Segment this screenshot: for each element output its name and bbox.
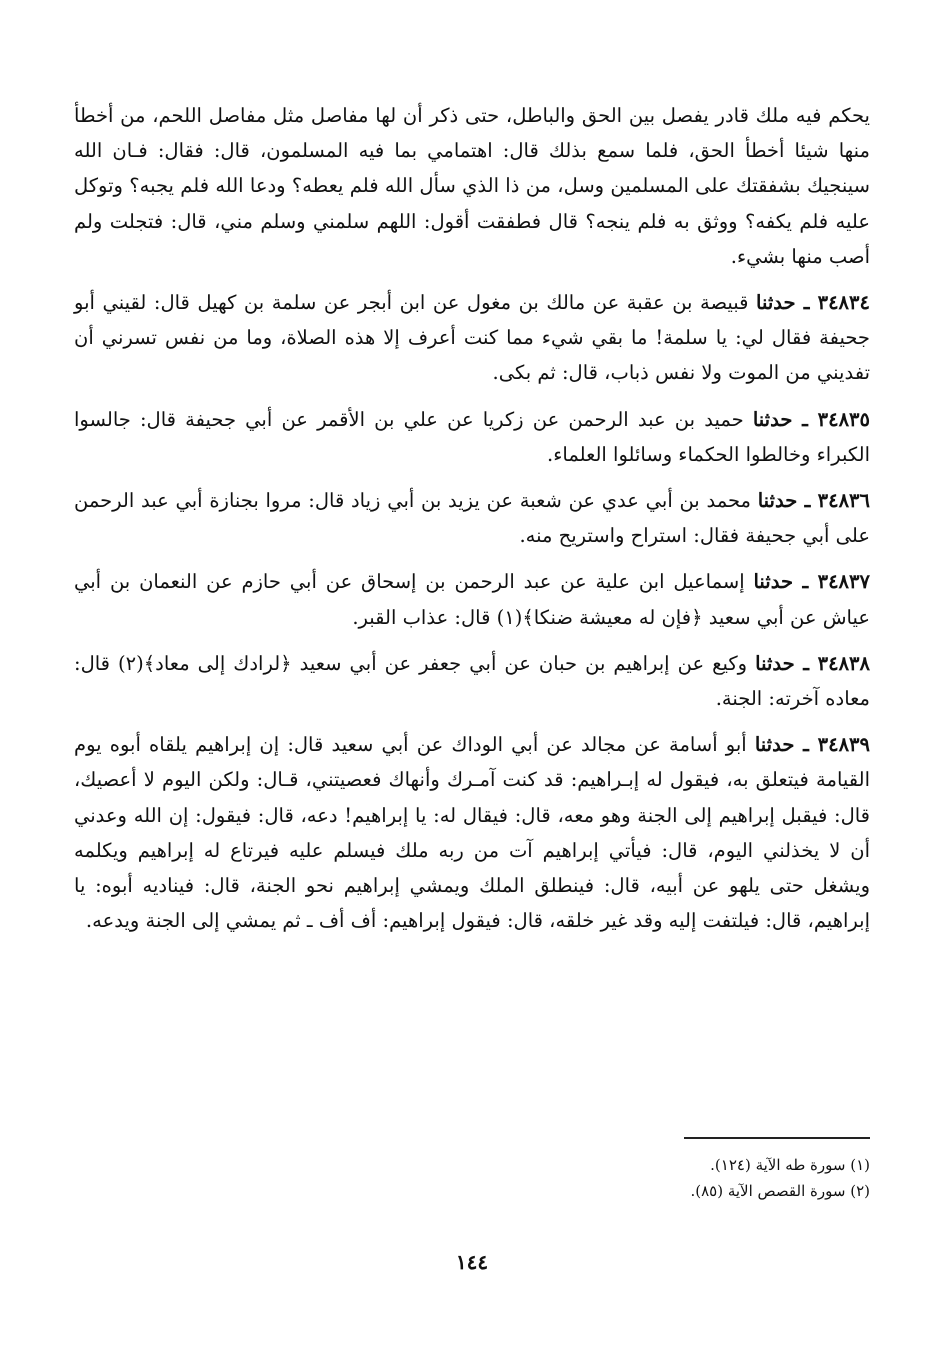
hadith-34836 [74,483,870,553]
hadith-34834 [74,285,870,391]
hadith-number: ٣٤٨٣٥ ـ حدثنا [752,407,870,431]
hadith-34837 [74,564,870,634]
hadith-34839 [74,727,870,938]
footnote-divider [684,1137,870,1139]
footnote-1: (١) سورة طه الآية (١٢٤). [710,1156,870,1174]
paragraph-continuation [74,98,870,274]
hadith-number: ٣٤٨٣٦ ـ حدثنا [757,489,870,513]
hadith-text: حميد بن عبد الرحمن عن زكريا عن علي بن الأقمر عن أبي جحيفة قال: جالسوا الكبراء وخالطوا الحكماء وسائلوا العلماء. [74,407,870,466]
hadith-number: ٣٤٨٣٤ ـ حدثنا [756,291,870,315]
page-number: ١٤٤ [455,1250,489,1274]
footnote-2: (٢) سورة القصص الآية (٨٥). [690,1182,870,1200]
hadith-34835 [74,402,870,472]
hadith-number: ٣٤٨٣٧ ـ حدثنا [753,570,870,594]
hadith-text: قبيصة بن عقبة عن مالك بن مغول عن ابن أبجر عن سلمة بن كهيل قال: لقيني أبو جحيفة فقال لي: يا سلمة! ما بقي شيء مما كنت أعرف إلا هذه الصلاة، وما من نفس تسرني أن تفديني من الموت ولا نفس ذباب، قال: ثم بكى. [74,291,870,385]
hadith-text: أبو أسامة عن مجالد عن أبي الوداك عن أبي سعيد قال: إن إبراهيم يلقاه أبوه يوم القيامة فيتعلق به، فيقول له إبـراهيم: قد كنت آمـرك وأنهاك فعصيتني، قـال: ولكن اليوم لا أعصيك، قال: فيقبل إبراهيم إلى الجنة وهو معه، قال: فيقال له: يا إبراهيم! دعه، قال: فيقول: إن الله وعدني أن لا يخذلني اليوم، قال: فيأتي إبراهيم آت من ربه ملك فيسلم عليه فيرتاع له إبراهيم ويكلمه ويشغل حتى يلهو عن أبيه، قال: فينطلق الملك ويمشي إبراهيم نحو الجنة، قال: فيناديه أبوه: يا إبراهيم، قال: فيلتفت إليه وقد غير خلقه، قال: فيقول إبراهيم: أف أف ـ ثم يمشي إلى الجنة ويدعه. [74,733,870,933]
hadith-text: إسماعيل ابن علية عن عبد الرحمن بن إسحاق عن أبي حازم عن النعمان بن أبي عياش عن أبي سعيد ﴿فإن له معيشة ضنكا﴾(١) قال: عذاب القبر. [74,570,870,629]
footnotes [690,1152,870,1204]
page-body [74,98,870,949]
paragraph-text: يحكم فيه ملك قادر يفصل بين الحق والباطل، حتى ذكر أن لها مفاصل مثل مفاصل اللحم، من أخطأ منها شيئا أخطأ الحق، فلما سمع بذلك قال: اهتمامي بما فيه المسلمون، قال: فقال: فـان الله سينجيك بشفقتك على المسلمين وسل، من ذا الذي سأل الله فلم يعطه؟ ودعا الله فلم يجبه؟ وتوكل عليه فلم يكفه؟ ووثق به فلم ينجه؟ قال فطفقت أقول: اللهم سلمني وسلم مني، قال: فتجلت ولم أصب منها بشيء. [74,104,870,268]
hadith-number: ٣٤٨٣٨ ـ حدثنا [755,651,870,675]
hadith-text: وكيع عن إبراهيم بن حبان عن أبي جعفر عن أبي سعيد ﴿لرادك إلى معاد﴾(٢) قال: معاده آخرته: الجنة. [74,651,870,711]
hadith-34838 [74,646,870,716]
hadith-number: ٣٤٨٣٩ ـ حدثنا [754,733,870,757]
hadith-text: محمد بن أبي عدي عن شعبة عن يزيد بن أبي زياد قال: مروا بجنازة أبي عبد الرحمن على أبي جحيفة فقال: استراح واستريح منه. [74,489,870,548]
